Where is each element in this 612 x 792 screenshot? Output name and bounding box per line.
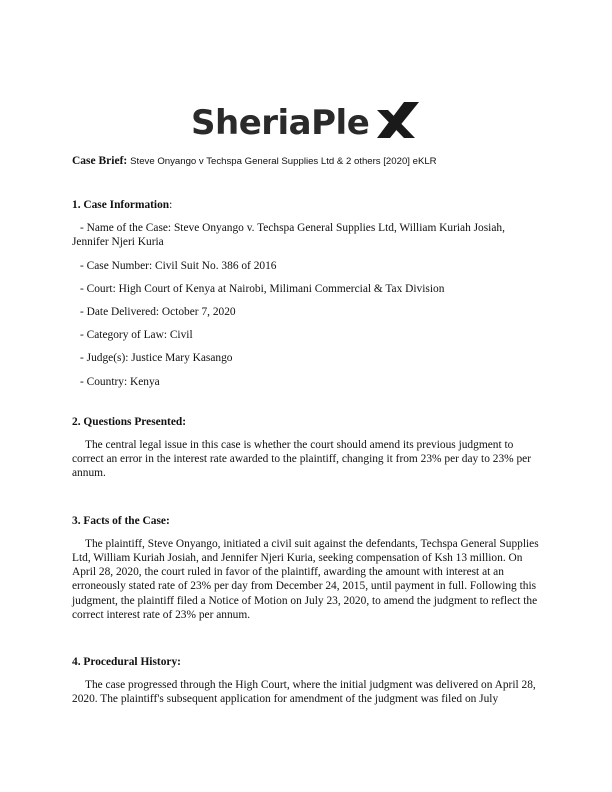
- section-case-information: [72, 198, 544, 389]
- document-body: [72, 198, 544, 707]
- section-procedural-history: [72, 655, 544, 707]
- heading-colon: :: [169, 199, 173, 211]
- section-heading-procedural: 4. Procedural History:: [72, 656, 181, 669]
- logo-x-mark: [377, 102, 419, 138]
- logo-wordmark: SheriaPle: [191, 103, 370, 143]
- case-name-item: - Name of the Case: Steve Onyango v. Techspa General Supplies Ltd, William Kuriah Josiah, Jennifer Njeri Kuria: [72, 222, 505, 249]
- procedural-paragraph: The case progressed through the High Court, where the initial judgment was delivered on April 28, 2020. The plaintiff's subsequent application for amendment of the judgment was filed on July: [72, 679, 536, 706]
- judges-item: - Judge(s): Justice Mary Kasango: [80, 352, 233, 365]
- country-item: - Country: Kenya: [80, 375, 160, 388]
- section-heading-facts: 3. Facts of the Case:: [72, 514, 170, 527]
- section-heading-case-information: [72, 198, 544, 212]
- logo-graphic: [191, 96, 421, 144]
- case-brief-line: [72, 155, 437, 167]
- section-questions-presented: [72, 415, 544, 481]
- court-item: - Court: High Court of Kenya at Nairobi, Milimani Commercial & Tax Division: [80, 282, 445, 295]
- date-delivered-item: - Date Delivered: October 7, 2020: [80, 306, 236, 319]
- heading-text: 1. Case Information: [72, 199, 170, 211]
- questions-paragraph: The central legal issue in this case is whether the court should amend its previous judgment to correct an error in the interest rate awarded to the plaintiff, changing it from 23% per day to 23% per annum.: [72, 439, 532, 480]
- case-brief-title: Steve Onyango v Techspa General Supplies Ltd & 2 others [2020] eKLR: [130, 156, 437, 167]
- sheriaplex-logo: [0, 96, 612, 144]
- section-heading-questions: 2. Questions Presented:: [72, 415, 187, 428]
- case-brief-label: Case Brief:: [72, 155, 128, 167]
- facts-paragraph: The plaintiff, Steve Onyango, initiated a civil suit against the defendants, Techspa General Supplies Ltd, William Kuriah Josiah, and Jennifer Njeri Kuria, seeking compensation of Ksh 13 million. On April 28, 2020, the court ruled in favor of the plaintiff, awarding the amount with interest at an erroneously stated rate of 23% per day from December 24, 2015, until payment in full. Following this judgment, the plaintiff filed a Notice of Motion on July 23, 2020, to amend the judgment to reflect the correct interest rate of 23% per annum.: [72, 537, 539, 621]
- section-facts: [72, 514, 544, 622]
- case-number-item: - Case Number: Civil Suit No. 386 of 2016: [80, 259, 277, 272]
- category-of-law-item: - Category of Law: Civil: [80, 329, 193, 342]
